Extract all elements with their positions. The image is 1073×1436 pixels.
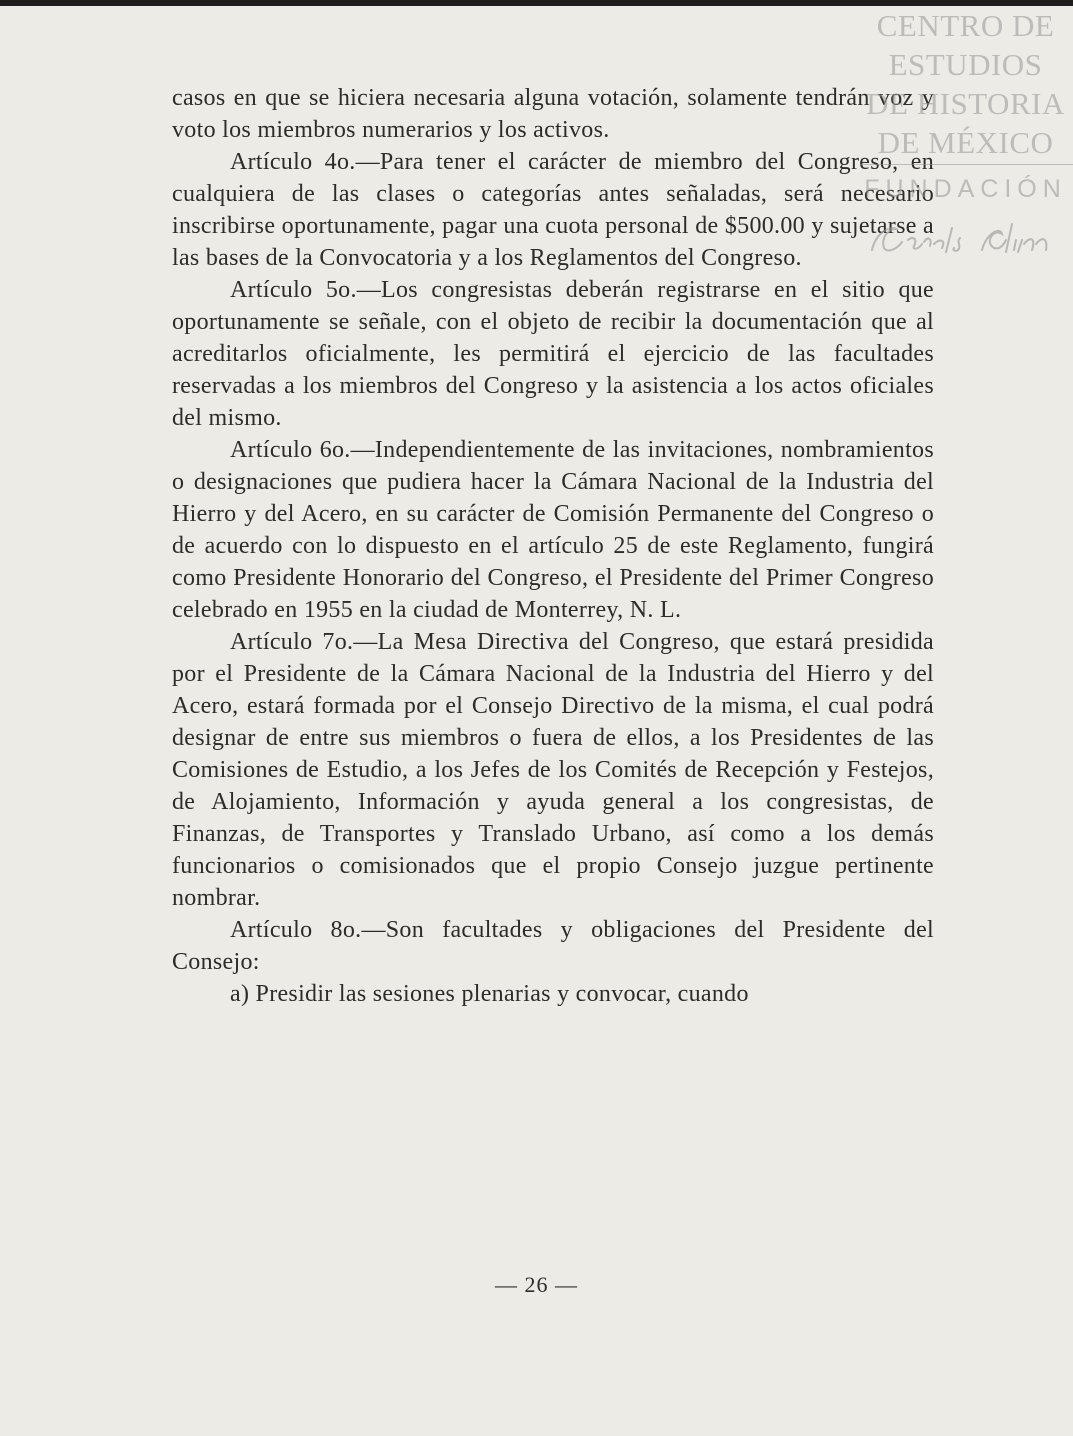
watermark-divider (860, 164, 1073, 165)
institution-watermark (858, 0, 1073, 262)
watermark-line-2: ESTUDIOS (888, 47, 1043, 82)
paragraph-articulo-4: Artículo 4o.—Para tener el carácter de miembro del Congreso, en cualquiera de las clases o categorías antes señaladas, será necesario inscribirse oportunamente, pagar una cuota personal de $500.00 y sujetarse a las bases de la Convocatoria y a los Reglamentos del Congreso. (172, 149, 934, 271)
body-text (172, 82, 934, 1010)
watermark-line-4: DE MÉXICO (877, 125, 1054, 160)
watermark-line-3: DE HISTORIA (866, 86, 1065, 121)
paragraph-articulo-5: Artículo 5o.—Los congresistas deberán registrarse en el sitio que oportunamente se señale, con el objeto de recibir la documentación que al acreditarlos oficialmente, les permitirá el ejercicio de las facultades reservadas a los miembros del Congreso y la asistencia a los actos oficiales del mismo. (172, 277, 934, 431)
signature-logo (862, 214, 1072, 260)
paragraph-articulo-8: Artículo 8o.—Son facultades y obligaciones del Presidente del Consejo: (172, 917, 934, 975)
paragraph-continuation: casos en que se hiciera necesaria alguna votación, solamente tendrán voz y voto los miembros numerarios y los activos. (172, 85, 934, 143)
page-number: — 26 — (495, 1272, 578, 1297)
watermark-line-1: CENTRO DE (876, 8, 1055, 43)
paragraph-articulo-6: Artículo 6o.—Independientemente de las invitaciones, nombramientos o designaciones que pudiera hacer la Cámara Nacional de la Industria del Hierro y del Acero, en su carácter de Comisión Permanente del Congreso o de acuerdo con lo dispuesto en el artículo 25 de este Reglamento, fungirá como Presidente Honorario del Congreso, el Presidente del Primer Congreso celebrado en 1955 en la ciudad de Monterrey, N. L. (172, 437, 934, 623)
watermark-foundation: FUNDACIÓN (864, 175, 1067, 203)
paragraph-articulo-7: Artículo 7o.—La Mesa Directiva del Congreso, que estará presidida por el Presidente de la Cámara Nacional de la Industria del Hierro y del Acero, estará formada por el Consejo Directivo de la misma, el cual podrá designar de entre sus miembros o fuera de ellos, a los Presidentes de las Comisiones de Estudio, a los Jefes de los Comités de Recepción y Festejos, de Alojamiento, Información y ayuda general a los congresistas, de Finanzas, de Transportes y Translado Urbano, así como a los demás funcionarios o comisionados que el propio Consejo juzgue pertinente nombrar. (172, 629, 934, 911)
list-item-a: a) Presidir las sesiones plenarias y convocar, cuando (230, 981, 749, 1007)
